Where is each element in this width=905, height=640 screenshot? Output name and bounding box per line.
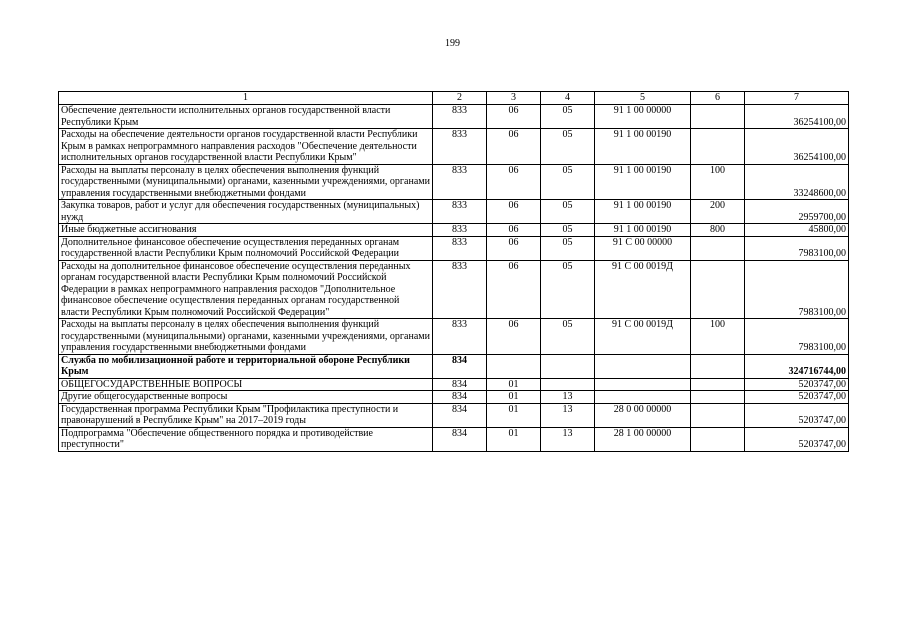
row-name-cell: Иные бюджетные ассигнования — [59, 224, 433, 237]
target-article-cell — [595, 354, 691, 378]
column-header: 1 — [59, 92, 433, 105]
code-admin-cell: 834 — [433, 403, 487, 427]
expense-type-cell — [691, 354, 745, 378]
subsection-cell: 05 — [541, 224, 595, 237]
table-row — [59, 224, 849, 237]
subsection-cell: 05 — [541, 105, 595, 129]
expense-type-cell: 100 — [691, 164, 745, 200]
table-row — [59, 403, 849, 427]
row-name-cell: Обеспечение деятельности исполнительных органов государственной власти Республики Крым — [59, 105, 433, 129]
subsection-cell: 13 — [541, 391, 595, 404]
subsection-cell: 13 — [541, 427, 595, 451]
amount-cell: 45800,00 — [745, 224, 849, 237]
column-header: 2 — [433, 92, 487, 105]
subsection-cell — [541, 354, 595, 378]
target-article-cell: 91 1 00 00190 — [595, 200, 691, 224]
row-name-cell: Расходы на выплаты персоналу в целях обеспечения выполнения функций государственными (муниципальными) органами, казенными учреждениями, органами управления государственными внебюджетными фондами — [59, 164, 433, 200]
section-cell: 06 — [487, 164, 541, 200]
page-number: 199 — [445, 38, 460, 49]
section-cell: 01 — [487, 391, 541, 404]
section-cell: 01 — [487, 427, 541, 451]
expense-type-cell — [691, 427, 745, 451]
expense-type-cell — [691, 260, 745, 319]
amount-cell: 33248600,00 — [745, 164, 849, 200]
section-cell: 01 — [487, 403, 541, 427]
target-article-cell: 91 1 00 00190 — [595, 224, 691, 237]
expense-type-cell — [691, 129, 745, 165]
code-admin-cell: 833 — [433, 129, 487, 165]
row-name-cell: Расходы на дополнительное финансовое обеспечение осуществления переданных органам государственной власти Республики Крым полномочий Российской Федерации в рамках непрограммного направления расходов "Дополнительное финансовое обеспечение осуществления переданных органам государственной власти Республики Крым полномочий Российской Федерации" — [59, 260, 433, 319]
section-cell: 06 — [487, 105, 541, 129]
section-cell: 01 — [487, 378, 541, 391]
column-header: 3 — [487, 92, 541, 105]
subsection-cell: 05 — [541, 319, 595, 355]
section-cell: 06 — [487, 129, 541, 165]
amount-cell: 36254100,00 — [745, 105, 849, 129]
subsection-cell: 05 — [541, 200, 595, 224]
row-name-cell: ОБЩЕГОСУДАРСТВЕННЫЕ ВОПРОСЫ — [59, 378, 433, 391]
amount-cell: 2959700,00 — [745, 200, 849, 224]
section-cell: 06 — [487, 224, 541, 237]
table-row — [59, 129, 849, 165]
subsection-cell: 05 — [541, 164, 595, 200]
target-article-cell: 91 С 00 0019Д — [595, 319, 691, 355]
column-header: 6 — [691, 92, 745, 105]
table-row — [59, 391, 849, 404]
table-row — [59, 427, 849, 451]
column-header-row — [59, 92, 849, 105]
code-admin-cell: 834 — [433, 354, 487, 378]
code-admin-cell: 834 — [433, 427, 487, 451]
table-row — [59, 164, 849, 200]
target-article-cell: 91 С 00 00000 — [595, 236, 691, 260]
row-name-cell: Расходы на выплаты персоналу в целях обеспечения выполнения функций государственными (муниципальными) органами, казенными учреждениями, органами управления государственными внебюджетными фондами — [59, 319, 433, 355]
row-name-cell: Подпрограмма "Обеспечение общественного порядка и противодействие преступности" — [59, 427, 433, 451]
target-article-cell: 91 1 00 00190 — [595, 129, 691, 165]
table-row — [59, 354, 849, 378]
target-article-cell: 91 1 00 00190 — [595, 164, 691, 200]
amount-cell: 7983100,00 — [745, 260, 849, 319]
column-header: 4 — [541, 92, 595, 105]
section-cell: 06 — [487, 236, 541, 260]
code-admin-cell: 833 — [433, 319, 487, 355]
row-name-cell: Другие общегосударственные вопросы — [59, 391, 433, 404]
code-admin-cell: 833 — [433, 105, 487, 129]
target-article-cell: 91 С 00 0019Д — [595, 260, 691, 319]
expense-type-cell: 800 — [691, 224, 745, 237]
code-admin-cell: 833 — [433, 224, 487, 237]
code-admin-cell: 833 — [433, 260, 487, 319]
code-admin-cell: 833 — [433, 200, 487, 224]
code-admin-cell: 834 — [433, 378, 487, 391]
section-cell — [487, 354, 541, 378]
code-admin-cell: 833 — [433, 164, 487, 200]
table-row — [59, 200, 849, 224]
target-article-cell — [595, 378, 691, 391]
expense-type-cell — [691, 236, 745, 260]
amount-cell: 7983100,00 — [745, 319, 849, 355]
target-article-cell: 28 0 00 00000 — [595, 403, 691, 427]
budget-table — [58, 91, 849, 452]
expense-type-cell — [691, 378, 745, 391]
section-cell: 06 — [487, 260, 541, 319]
target-article-cell — [595, 391, 691, 404]
target-article-cell: 91 1 00 00000 — [595, 105, 691, 129]
subsection-cell: 05 — [541, 129, 595, 165]
amount-cell: 5203747,00 — [745, 378, 849, 391]
section-cell: 06 — [487, 319, 541, 355]
expense-type-cell — [691, 391, 745, 404]
amount-cell: 5203747,00 — [745, 403, 849, 427]
subsection-cell: 13 — [541, 403, 595, 427]
expense-type-cell — [691, 403, 745, 427]
target-article-cell: 28 1 00 00000 — [595, 427, 691, 451]
expense-type-cell — [691, 105, 745, 129]
table-row — [59, 260, 849, 319]
code-admin-cell: 833 — [433, 236, 487, 260]
expense-type-cell: 100 — [691, 319, 745, 355]
table-row — [59, 378, 849, 391]
table-row — [59, 236, 849, 260]
section-cell: 06 — [487, 200, 541, 224]
table-row — [59, 319, 849, 355]
subsection-cell: 05 — [541, 236, 595, 260]
column-header: 7 — [745, 92, 849, 105]
amount-cell: 36254100,00 — [745, 129, 849, 165]
row-name-cell: Закупка товаров, работ и услуг для обеспечения государственных (муниципальных) нужд — [59, 200, 433, 224]
column-header: 5 — [595, 92, 691, 105]
subsection-cell — [541, 378, 595, 391]
expense-type-cell: 200 — [691, 200, 745, 224]
amount-cell: 7983100,00 — [745, 236, 849, 260]
row-name-cell: Расходы на обеспечение деятельности органов государственной власти Республики Крым в рамках непрограммного направления расходов "Обеспечение деятельности исполнительных органов государственной власти Республики Крым" — [59, 129, 433, 165]
table-row — [59, 105, 849, 129]
code-admin-cell: 834 — [433, 391, 487, 404]
row-name-cell: Государственная программа Республики Крым "Профилактика преступности и правонарушений в Республике Крым" на 2017–2019 годы — [59, 403, 433, 427]
subsection-cell: 05 — [541, 260, 595, 319]
row-name-cell: Дополнительное финансовое обеспечение осуществления переданных органам государственной власти Республики Крым полномочий Российской Федерации — [59, 236, 433, 260]
amount-cell: 5203747,00 — [745, 427, 849, 451]
row-name-cell: Служба по мобилизационной работе и территориальной обороне Республики Крым — [59, 354, 433, 378]
amount-cell: 5203747,00 — [745, 391, 849, 404]
amount-cell: 324716744,00 — [745, 354, 849, 378]
